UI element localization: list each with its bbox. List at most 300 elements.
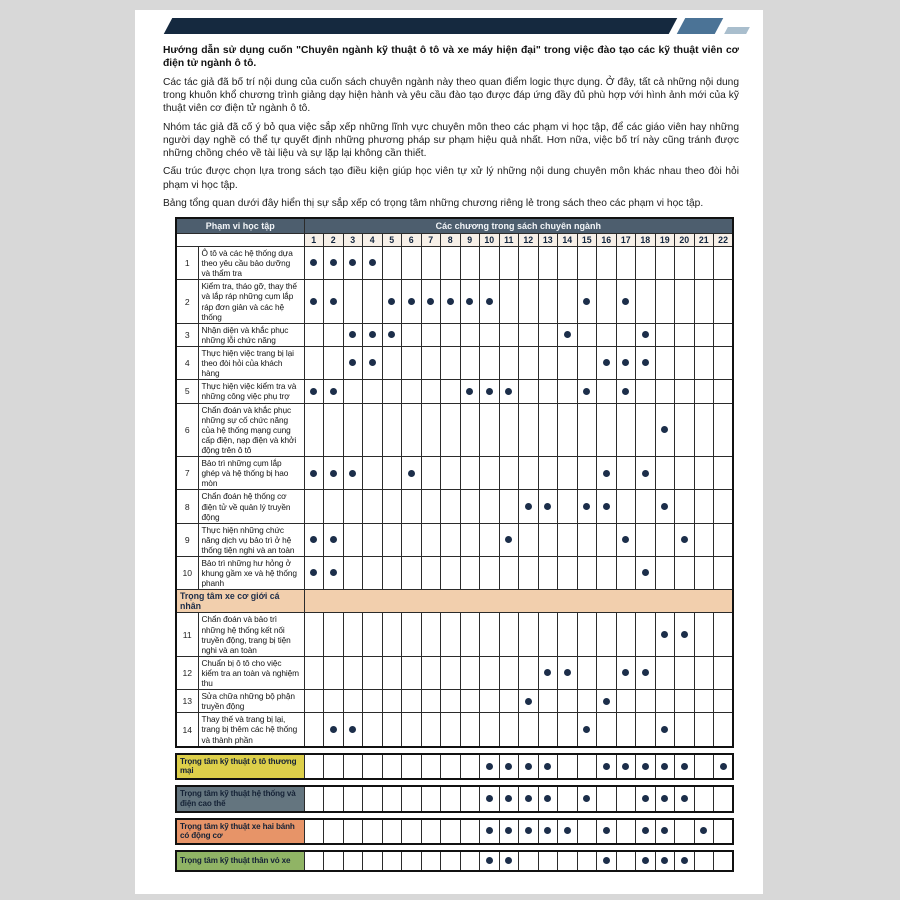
row-label-4: Thực hiện việc trang bị lại theo đòi hỏi của khách hàng: [198, 346, 304, 379]
matrix-cell-ch1: [304, 786, 324, 811]
matrix-cell-ch7: [421, 690, 441, 713]
matrix-cell-ch15: [577, 613, 597, 656]
dot-icon: [603, 470, 610, 477]
chapter-number-7: 7: [421, 234, 441, 247]
matrix-cell-ch17: [616, 323, 636, 346]
dot-icon: [486, 857, 493, 864]
matrix-cell-ch8: [441, 786, 461, 811]
matrix-cell-ch12: [519, 346, 539, 379]
intro-paragraph-4: Bảng tổng quan dưới đây hiển thị sự sắp xếp có trọng tâm những chương riêng lẻ trong sách theo các phạm vi học tập.: [163, 197, 704, 209]
matrix-cell-ch20: [675, 754, 695, 779]
matrix-cell-ch21: [694, 754, 714, 779]
matrix-cell-ch14: [558, 851, 578, 871]
dot-icon: [525, 698, 532, 705]
dot-icon: [525, 827, 532, 834]
chapter-number-11: 11: [499, 234, 519, 247]
matrix-cell-ch17: [616, 819, 636, 844]
matrix-cell-ch15: [577, 819, 597, 844]
matrix-cell-ch5: [382, 247, 402, 280]
matrix-cell-ch6: [402, 523, 422, 556]
row-number-2: 2: [176, 280, 198, 323]
dot-icon: [310, 388, 317, 395]
focus-row-label-2: Trọng tâm kỹ thuật hệ thống và điện cao thế: [176, 786, 304, 811]
matrix-cell-ch20: [675, 280, 695, 323]
column-header-chapters: Các chương trong sách chuyên ngành: [304, 218, 733, 234]
matrix-cell-ch19: [655, 786, 675, 811]
matrix-cell-ch11: [499, 523, 519, 556]
matrix-cell-ch17: [616, 523, 636, 556]
matrix-cell-ch6: [402, 323, 422, 346]
matrix-cell-ch20: [675, 613, 695, 656]
matrix-cell-ch14: [558, 490, 578, 523]
matrix-cell-ch17: [616, 247, 636, 280]
matrix-cell-ch8: [441, 613, 461, 656]
matrix-cell-ch10: [480, 457, 500, 490]
dot-icon: [603, 359, 610, 366]
dot-icon: [369, 259, 376, 266]
matrix-cell-ch20: [675, 380, 695, 403]
dot-icon: [525, 763, 532, 770]
dot-icon: [622, 669, 629, 676]
matrix-cell-ch6: [402, 819, 422, 844]
row-label-3: Nhận diện và khắc phục những lỗi chức năng: [198, 323, 304, 346]
matrix-cell-ch3: [343, 380, 363, 403]
matrix-cell-ch4: [363, 754, 383, 779]
matrix-cell-ch22: [714, 557, 734, 590]
matrix-cell-ch3: [343, 523, 363, 556]
focus-rows-area: [175, 753, 734, 872]
matrix-cell-ch10: [480, 323, 500, 346]
matrix-cell-ch18: [636, 613, 656, 656]
matrix-cell-ch6: [402, 457, 422, 490]
matrix-cell-ch9: [460, 656, 480, 689]
bar-blue-stripe: [677, 18, 724, 34]
matrix-cell-ch18: [636, 523, 656, 556]
band-label-personal-vehicles: Trọng tâm xe cơ giới cá nhân: [176, 590, 304, 613]
row-number-14: 14: [176, 713, 198, 747]
dot-icon: [349, 331, 356, 338]
matrix-cell-ch20: [675, 403, 695, 457]
matrix-cell-ch20: [675, 851, 695, 871]
matrix-cell-ch3: [343, 490, 363, 523]
matrix-cell-ch9: [460, 323, 480, 346]
matrix-cell-ch16: [597, 690, 617, 713]
matrix-cell-ch3: [343, 713, 363, 747]
matrix-cell-ch10: [480, 819, 500, 844]
matrix-cell-ch11: [499, 690, 519, 713]
matrix-cell-ch6: [402, 280, 422, 323]
matrix-cell-ch8: [441, 380, 461, 403]
matrix-cell-ch6: [402, 557, 422, 590]
matrix-cell-ch10: [480, 380, 500, 403]
dot-icon: [466, 298, 473, 305]
dot-icon: [661, 726, 668, 733]
matrix-cell-ch11: [499, 786, 519, 811]
intro-paragraph-2: Nhóm tác giả đã cố ý bỏ qua việc sắp xếp những lĩnh vực chuyên môn theo các phạm vi học tập, để các giáo viên hay những người dạy nghề có thể tự quyết định những phương pháp sư phạm hiệu quả nhất. Hơn nữa, việc bố trí này cũng tránh được những chồng chéo về tài liệu và sự lặp lại không cần thiết.: [163, 121, 739, 159]
matrix-cell-ch7: [421, 819, 441, 844]
matrix-cell-ch16: [597, 403, 617, 457]
matrix-cell-ch22: [714, 490, 734, 523]
dot-icon: [603, 503, 610, 510]
matrix-cell-ch21: [694, 280, 714, 323]
matrix-cell-ch19: [655, 323, 675, 346]
matrix-cell-ch16: [597, 613, 617, 656]
matrix-cell-ch21: [694, 323, 714, 346]
dot-icon: [408, 470, 415, 477]
matrix-cell-ch21: [694, 786, 714, 811]
matrix-cell-ch21: [694, 851, 714, 871]
matrix-cell-ch10: [480, 851, 500, 871]
matrix-cell-ch11: [499, 346, 519, 379]
matrix-cell-ch19: [655, 346, 675, 379]
matrix-cell-ch9: [460, 557, 480, 590]
bar-light-stripe: [724, 27, 750, 34]
matrix-cell-ch20: [675, 557, 695, 590]
chapter-number-13: 13: [538, 234, 558, 247]
matrix-cell-ch4: [363, 280, 383, 323]
chapter-number-19: 19: [655, 234, 675, 247]
dot-icon: [583, 388, 590, 395]
matrix-cell-ch22: [714, 323, 734, 346]
dot-icon: [603, 698, 610, 705]
dot-icon: [564, 669, 571, 676]
dot-icon: [505, 388, 512, 395]
matrix-cell-ch17: [616, 380, 636, 403]
matrix-cell-ch10: [480, 690, 500, 713]
matrix-cell-ch21: [694, 380, 714, 403]
matrix-cell-ch13: [538, 713, 558, 747]
focus-row-label-3: Trọng tâm kỹ thuật xe hai bánh có động cơ: [176, 819, 304, 844]
dot-icon: [603, 857, 610, 864]
matrix-cell-ch10: [480, 656, 500, 689]
dot-icon: [525, 503, 532, 510]
row-label-14: Thay thế và trang bị lại, trang bị thêm các hệ thống và thành phần: [198, 713, 304, 747]
matrix-cell-ch8: [441, 346, 461, 379]
matrix-cell-ch8: [441, 819, 461, 844]
matrix-cell-ch11: [499, 851, 519, 871]
matrix-cell-ch14: [558, 613, 578, 656]
matrix-cell-ch7: [421, 323, 441, 346]
focus-row-table-1: [175, 753, 734, 780]
matrix-cell-ch17: [616, 656, 636, 689]
dot-icon: [622, 763, 629, 770]
matrix-cell-ch22: [714, 819, 734, 844]
matrix-cell-ch22: [714, 380, 734, 403]
dot-icon: [603, 763, 610, 770]
matrix-cell-ch11: [499, 613, 519, 656]
matrix-cell-ch9: [460, 247, 480, 280]
matrix-cell-ch2: [324, 380, 344, 403]
chapter-number-5: 5: [382, 234, 402, 247]
bar-navy-stripe: [164, 18, 678, 34]
matrix-cell-ch21: [694, 819, 714, 844]
matrix-cell-ch9: [460, 403, 480, 457]
matrix-cell-ch19: [655, 713, 675, 747]
matrix-cell-ch11: [499, 247, 519, 280]
matrix-cell-ch13: [538, 380, 558, 403]
matrix-cell-ch17: [616, 713, 636, 747]
matrix-cell-ch6: [402, 613, 422, 656]
chapter-number-22: 22: [714, 234, 734, 247]
matrix-cell-ch10: [480, 613, 500, 656]
matrix-cell-ch5: [382, 323, 402, 346]
matrix-cell-ch4: [363, 557, 383, 590]
matrix-cell-ch1: [304, 557, 324, 590]
chapter-number-16: 16: [597, 234, 617, 247]
dot-icon: [642, 763, 649, 770]
matrix-cell-ch9: [460, 851, 480, 871]
dot-icon: [583, 795, 590, 802]
matrix-cell-ch2: [324, 490, 344, 523]
chapter-number-15: 15: [577, 234, 597, 247]
dot-icon: [505, 763, 512, 770]
matrix-cell-ch11: [499, 819, 519, 844]
dot-icon: [544, 827, 551, 834]
dot-icon: [622, 388, 629, 395]
matrix-cell-ch17: [616, 786, 636, 811]
matrix-cell-ch2: [324, 786, 344, 811]
chapter-number-20: 20: [675, 234, 695, 247]
dot-icon: [681, 857, 688, 864]
matrix-cell-ch8: [441, 403, 461, 457]
matrix-cell-ch14: [558, 557, 578, 590]
row-label-1: Ô tô và các hệ thống dựa theo yêu cầu bảo dưỡng và thẩm tra: [198, 247, 304, 280]
matrix-cell-ch12: [519, 690, 539, 713]
dot-icon: [486, 388, 493, 395]
dot-icon: [330, 388, 337, 395]
chapter-number-9: 9: [460, 234, 480, 247]
matrix-cell-ch9: [460, 690, 480, 713]
dot-icon: [505, 857, 512, 864]
row-label-10: Bảo trì những hư hỏng ở khung gầm xe và hệ thống phanh: [198, 557, 304, 590]
dot-icon: [642, 331, 649, 338]
matrix-cell-ch20: [675, 656, 695, 689]
matrix-cell-ch16: [597, 754, 617, 779]
matrix-cell-ch1: [304, 247, 324, 280]
dot-icon: [642, 669, 649, 676]
dot-icon: [505, 827, 512, 834]
matrix-cell-ch3: [343, 786, 363, 811]
matrix-cell-ch20: [675, 786, 695, 811]
matrix-cell-ch1: [304, 490, 324, 523]
row-number-3: 3: [176, 323, 198, 346]
dot-icon: [564, 827, 571, 834]
matrix-cell-ch15: [577, 851, 597, 871]
matrix-cell-ch4: [363, 490, 383, 523]
matrix-cell-ch21: [694, 656, 714, 689]
matrix-cell-ch1: [304, 380, 324, 403]
matrix-cell-ch4: [363, 656, 383, 689]
matrix-cell-ch4: [363, 690, 383, 713]
matrix-cell-ch4: [363, 786, 383, 811]
matrix-cell-ch15: [577, 713, 597, 747]
matrix-cell-ch15: [577, 557, 597, 590]
matrix-table-area: [175, 217, 734, 872]
matrix-cell-ch14: [558, 380, 578, 403]
dot-icon: [427, 298, 434, 305]
matrix-cell-ch15: [577, 346, 597, 379]
matrix-cell-ch5: [382, 557, 402, 590]
matrix-cell-ch3: [343, 613, 363, 656]
matrix-cell-ch16: [597, 713, 617, 747]
matrix-cell-ch12: [519, 786, 539, 811]
matrix-cell-ch19: [655, 523, 675, 556]
corner-cell: [176, 234, 304, 247]
matrix-cell-ch20: [675, 819, 695, 844]
matrix-cell-ch8: [441, 247, 461, 280]
column-header-learning-areas: Phạm vi học tập: [176, 218, 304, 234]
row-number-6: 6: [176, 403, 198, 457]
matrix-cell-ch2: [324, 754, 344, 779]
dot-icon: [642, 569, 649, 576]
matrix-cell-ch16: [597, 786, 617, 811]
row-label-9: Thực hiện những chức năng dịch vụ bảo trì ở hệ thống tiện nghi và an toàn: [198, 523, 304, 556]
row-number-5: 5: [176, 380, 198, 403]
matrix-cell-ch2: [324, 280, 344, 323]
matrix-cell-ch13: [538, 851, 558, 871]
matrix-cell-ch18: [636, 380, 656, 403]
matrix-cell-ch12: [519, 247, 539, 280]
matrix-cell-ch18: [636, 690, 656, 713]
dot-icon: [681, 631, 688, 638]
dot-icon: [544, 503, 551, 510]
matrix-cell-ch13: [538, 613, 558, 656]
matrix-cell-ch9: [460, 457, 480, 490]
matrix-cell-ch12: [519, 457, 539, 490]
matrix-cell-ch13: [538, 819, 558, 844]
dot-icon: [622, 536, 629, 543]
matrix-cell-ch9: [460, 280, 480, 323]
matrix-cell-ch3: [343, 280, 363, 323]
dot-icon: [603, 827, 610, 834]
dot-icon: [349, 359, 356, 366]
matrix-cell-ch4: [363, 457, 383, 490]
matrix-cell-ch12: [519, 523, 539, 556]
matrix-cell-ch20: [675, 490, 695, 523]
chapter-number-10: 10: [480, 234, 500, 247]
matrix-cell-ch5: [382, 457, 402, 490]
dot-icon: [642, 359, 649, 366]
dot-icon: [700, 827, 707, 834]
matrix-cell-ch5: [382, 851, 402, 871]
matrix-cell-ch3: [343, 323, 363, 346]
dot-icon: [369, 359, 376, 366]
matrix-cell-ch16: [597, 851, 617, 871]
matrix-cell-ch8: [441, 851, 461, 871]
matrix-cell-ch7: [421, 786, 441, 811]
matrix-cell-ch16: [597, 557, 617, 590]
matrix-cell-ch21: [694, 523, 714, 556]
chapter-number-1: 1: [304, 234, 324, 247]
dot-icon: [486, 795, 493, 802]
matrix-cell-ch7: [421, 457, 441, 490]
matrix-cell-ch15: [577, 656, 597, 689]
dot-icon: [388, 331, 395, 338]
matrix-cell-ch17: [616, 490, 636, 523]
matrix-cell-ch19: [655, 851, 675, 871]
matrix-cell-ch2: [324, 656, 344, 689]
matrix-cell-ch5: [382, 346, 402, 379]
matrix-cell-ch2: [324, 557, 344, 590]
matrix-cell-ch9: [460, 380, 480, 403]
matrix-cell-ch7: [421, 851, 441, 871]
matrix-cell-ch5: [382, 819, 402, 844]
intro-paragraph-1: Các tác giả đã bố trí nội dung của cuốn sách chuyên ngành này theo quan điểm logic thực dụng. Ở đây, tất cả những nội dung trong khuôn khổ chương trình giảng dạy hiện hành và yêu cầu đào tạo được đáp ứng đầy đủ phù hợp với hình ảnh mới của kỹ thuật viên cơ điện tử ngành ô tô.: [163, 76, 739, 115]
matrix-cell-ch16: [597, 490, 617, 523]
matrix-cell-ch7: [421, 656, 441, 689]
matrix-cell-ch10: [480, 713, 500, 747]
dot-icon: [544, 795, 551, 802]
matrix-cell-ch5: [382, 280, 402, 323]
matrix-cell-ch2: [324, 613, 344, 656]
dot-icon: [330, 726, 337, 733]
matrix-cell-ch13: [538, 656, 558, 689]
matrix-cell-ch18: [636, 457, 656, 490]
matrix-cell-ch3: [343, 754, 363, 779]
dot-icon: [681, 536, 688, 543]
dot-icon: [525, 795, 532, 802]
matrix-cell-ch10: [480, 247, 500, 280]
row-label-7: Bảo trì những cụm lắp ghép và hệ thống bị hao mòn: [198, 457, 304, 490]
matrix-cell-ch20: [675, 247, 695, 280]
dot-icon: [330, 569, 337, 576]
matrix-cell-ch3: [343, 690, 363, 713]
dot-icon: [349, 726, 356, 733]
focus-row-table-4: [175, 850, 734, 872]
row-number-4: 4: [176, 346, 198, 379]
matrix-cell-ch10: [480, 557, 500, 590]
matrix-cell-ch13: [538, 280, 558, 323]
matrix-cell-ch14: [558, 323, 578, 346]
matrix-cell-ch13: [538, 403, 558, 457]
matrix-cell-ch19: [655, 247, 675, 280]
matrix-cell-ch15: [577, 247, 597, 280]
matrix-cell-ch10: [480, 403, 500, 457]
row-number-7: 7: [176, 457, 198, 490]
matrix-cell-ch11: [499, 380, 519, 403]
matrix-cell-ch1: [304, 280, 324, 323]
matrix-cell-ch5: [382, 380, 402, 403]
matrix-cell-ch18: [636, 713, 656, 747]
matrix-cell-ch18: [636, 280, 656, 323]
dot-icon: [622, 359, 629, 366]
matrix-cell-ch14: [558, 786, 578, 811]
matrix-cell-ch12: [519, 851, 539, 871]
matrix-cell-ch21: [694, 490, 714, 523]
matrix-cell-ch22: [714, 851, 734, 871]
row-number-1: 1: [176, 247, 198, 280]
matrix-cell-ch16: [597, 457, 617, 490]
matrix-cell-ch6: [402, 346, 422, 379]
matrix-cell-ch1: [304, 754, 324, 779]
dot-icon: [544, 763, 551, 770]
dot-icon: [310, 298, 317, 305]
matrix-cell-ch11: [499, 656, 519, 689]
matrix-cell-ch16: [597, 380, 617, 403]
matrix-cell-ch22: [714, 523, 734, 556]
matrix-cell-ch13: [538, 690, 558, 713]
matrix-cell-ch14: [558, 403, 578, 457]
row-number-9: 9: [176, 523, 198, 556]
matrix-cell-ch4: [363, 851, 383, 871]
matrix-cell-ch16: [597, 523, 617, 556]
matrix-cell-ch7: [421, 613, 441, 656]
matrix-cell-ch22: [714, 754, 734, 779]
matrix-cell-ch7: [421, 247, 441, 280]
row-label-13: Sửa chữa những bộ phận truyền động: [198, 690, 304, 713]
intro-paragraph-3: Cấu trúc được chọn lựa trong sách tạo điều kiện giúp học viên tự xử lý những nội dung chuyên môn khác nhau theo đòi hỏi phạm vi học tập.: [163, 166, 739, 191]
band-fill: [304, 590, 733, 613]
